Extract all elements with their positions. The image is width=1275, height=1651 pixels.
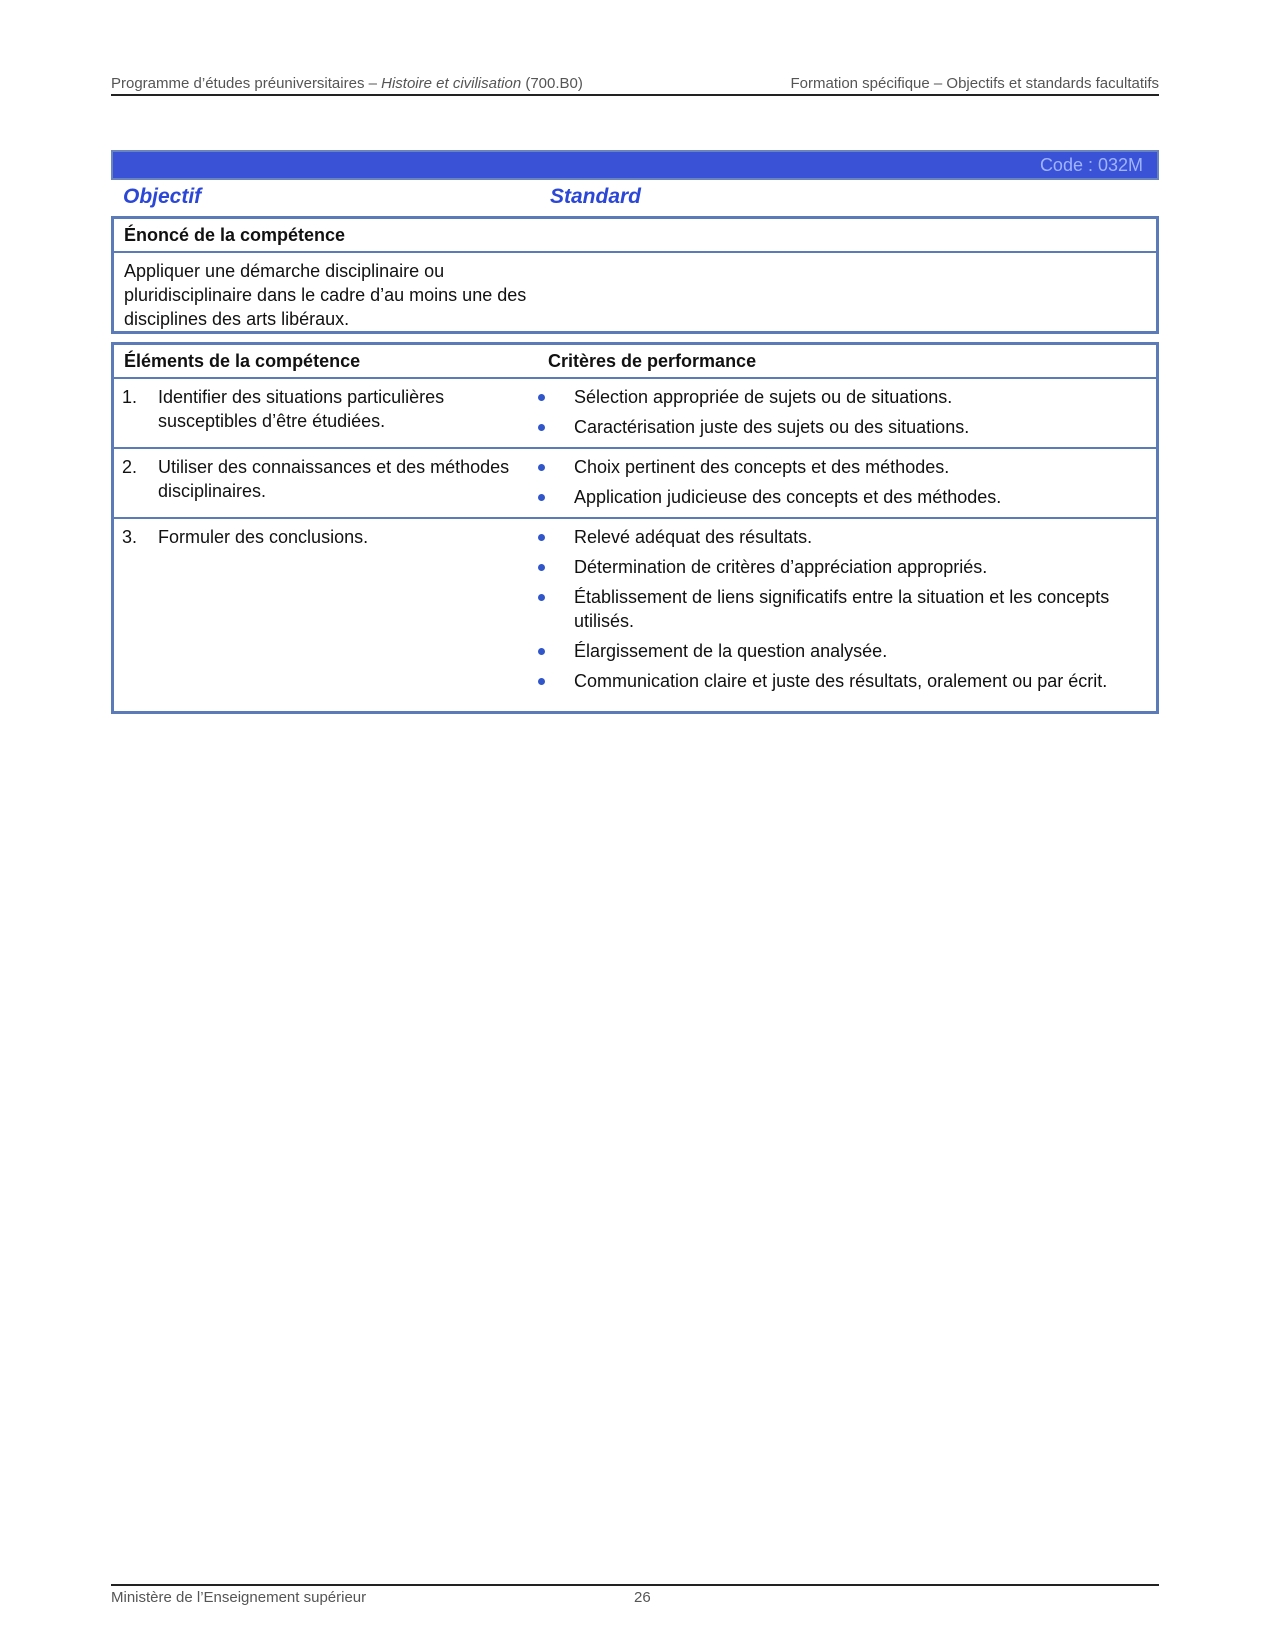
element-number: 2. — [122, 457, 138, 477]
standard-heading: Standard — [550, 185, 642, 208]
bullet-icon — [538, 594, 545, 601]
element-text: Identifier des situations particulières susceptibles d’être étudiées. — [158, 387, 445, 431]
element-number: 3. — [122, 527, 138, 547]
header-right: Formation spécifique – Objectifs et standards facultatifs — [790, 75, 1159, 92]
enonce-box — [111, 216, 1159, 334]
objectif-heading: Objectif — [123, 185, 202, 208]
bullet-icon — [538, 534, 545, 541]
element-number: 1. — [122, 387, 138, 407]
table-row — [114, 449, 1156, 519]
critere-item: Établissement de liens significatifs entre la situation et les concepts utilisés. — [538, 585, 1148, 633]
page-footer — [111, 1584, 1159, 1606]
bullet-icon — [538, 678, 545, 685]
critere-item: Application judicieuse des concepts et des méthodes. — [538, 485, 1148, 509]
critere-item: Relevé adéquat des résultats. — [538, 525, 1148, 549]
critere-item: Choix pertinent des concepts et des méthodes. — [538, 455, 1148, 479]
col-elements: Éléments de la compétence — [124, 351, 361, 371]
bullet-icon — [538, 464, 545, 471]
competence-table — [111, 342, 1159, 714]
critere-item: Caractérisation juste des sujets ou des situations. — [538, 415, 1148, 439]
critere-item: Sélection appropriée de sujets ou de situations. — [538, 385, 1148, 409]
enonce-heading: Énoncé de la compétence — [114, 219, 1156, 253]
page-header — [111, 75, 1159, 96]
table-header — [114, 345, 1156, 379]
table-row — [114, 379, 1156, 449]
col-criteres: Critères de performance — [548, 351, 757, 371]
element-text: Formuler des conclusions. — [158, 527, 369, 547]
bullet-icon — [538, 564, 545, 571]
bullet-icon — [538, 648, 545, 655]
bullet-icon — [538, 424, 545, 431]
critere-item: Détermination de critères d’appréciation appropriés. — [538, 555, 1148, 579]
header-left: Programme d’études préuniversitaires – Histoire et civilisation (700.B0) — [111, 75, 583, 92]
code-bar: Code : 032M — [111, 150, 1159, 180]
bullet-icon — [538, 494, 545, 501]
table-row — [114, 519, 1156, 701]
bullet-icon — [538, 394, 545, 401]
footer-ministry: Ministère de l’Enseignement supérieur — [111, 1589, 367, 1606]
page-number: 26 — [634, 1589, 651, 1606]
critere-item: Élargissement de la question analysée. — [538, 639, 1148, 663]
critere-item: Communication claire et juste des résultats, oralement ou par écrit. — [538, 669, 1148, 693]
enonce-text: Appliquer une démarche disciplinaire ou pluridisciplinaire dans le cadre d’au moins une des disciplines des arts libéraux. — [124, 261, 527, 329]
element-text: Utiliser des connaissances et des méthodes disciplinaires. — [158, 457, 510, 501]
